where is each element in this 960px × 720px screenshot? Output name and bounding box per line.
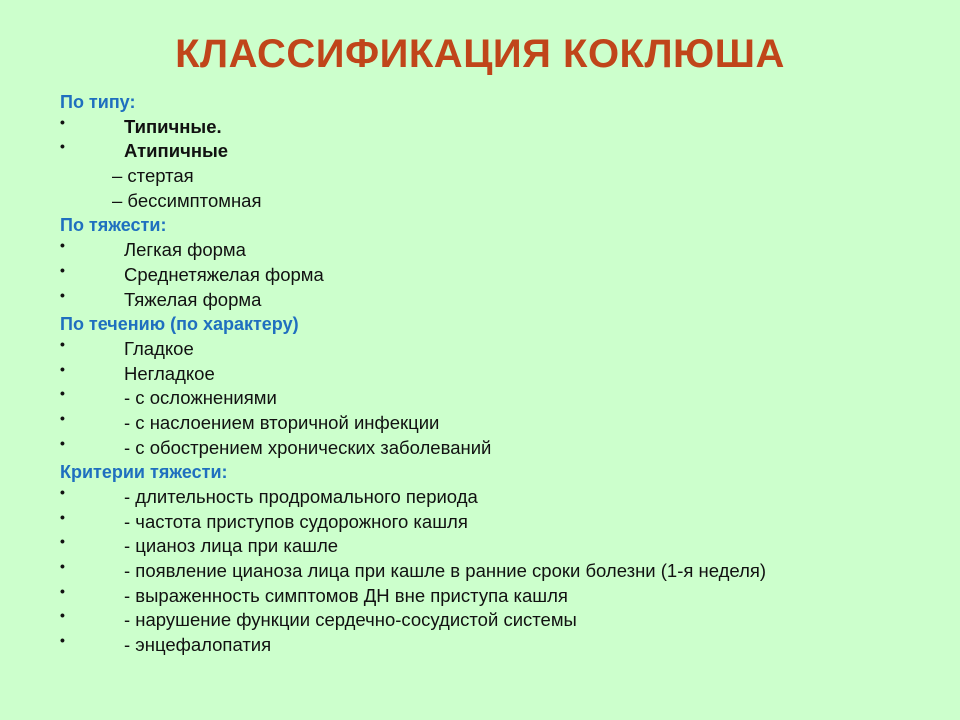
list-item (60, 608, 940, 633)
list-item-text: - частота приступов судорожного кашля (124, 510, 468, 532)
list-item (60, 115, 940, 140)
list-item (60, 337, 940, 362)
list-item (60, 362, 940, 387)
section-heading-severity: По тяжести: (60, 215, 167, 236)
list-item (60, 510, 940, 535)
bullet-icon: • (60, 286, 65, 303)
bullet-icon: • (60, 508, 65, 525)
list-item-text: Типичные. (124, 115, 222, 137)
bullet-icon: • (60, 237, 65, 254)
section-heading-criteria: Критерии тяжести: (60, 462, 228, 483)
bullet-icon: • (60, 484, 65, 500)
list-item-text: - выраженность симптомов ДН вне приступа кашля (124, 584, 568, 606)
list-item-text: Легкая форма (124, 239, 246, 261)
section-heading-course: По течению (по характеру) (60, 314, 299, 335)
bullet-icon: • (60, 385, 65, 402)
sub-item-text: – стертая (112, 165, 194, 187)
bullet-icon: • (60, 558, 65, 575)
list-item (60, 559, 940, 584)
slide-title: КЛАССИФИКАЦИЯ КОКЛЮША (175, 32, 785, 76)
bullet-icon: • (60, 533, 65, 550)
bullet-icon: • (60, 409, 65, 426)
list-item (60, 263, 940, 288)
list-item-text: - энцефалопатия (124, 634, 272, 656)
list-item-text: Негладкое (124, 362, 215, 384)
list-item-text: - длительность продромального периода (124, 486, 478, 507)
list-item-text: - цианоз лица при кашле (124, 535, 339, 557)
bullet-icon: • (60, 607, 65, 624)
list-item (60, 238, 940, 263)
list-item-text: Тяжелая форма (124, 288, 262, 310)
sub-item-text: – бессимптомная (112, 189, 262, 211)
list-item (60, 139, 940, 164)
list-item-text: Среднетяжелая форма (124, 263, 324, 285)
list-item (60, 386, 940, 411)
list-item-text: - появление цианоза лица при кашле в ранние сроки болезни (1-я неделя) (124, 560, 767, 582)
list-item-text: - нарушение функции сердечно-сосудистой системы (124, 609, 577, 631)
list-item (60, 485, 940, 510)
bullet-icon: • (60, 582, 65, 599)
list-item-text: Гладкое (124, 337, 194, 359)
bullet-icon: • (60, 138, 65, 155)
list-item (60, 436, 940, 461)
bullet-icon: • (60, 360, 65, 377)
list-item-text: - с наслоением вторичной инфекции (124, 411, 440, 433)
list-item (60, 288, 940, 313)
classification-content (60, 90, 940, 658)
list-item-text: Атипичные (124, 140, 229, 162)
list-item (60, 411, 940, 436)
bullet-icon: • (60, 335, 65, 352)
bullet-icon: • (60, 261, 65, 278)
list-item (60, 633, 940, 658)
sub-item (60, 189, 940, 214)
sub-item (60, 164, 940, 189)
bullet-icon: • (60, 434, 65, 451)
list-item-text: - с обострением хронических заболеваний (124, 436, 492, 458)
bullet-icon: • (60, 113, 65, 130)
list-item-text: - с осложнениями (124, 387, 277, 409)
section-heading-type: По типу: (60, 92, 136, 112)
list-item (60, 534, 940, 559)
bullet-icon: • (60, 632, 65, 649)
list-item (60, 584, 940, 609)
